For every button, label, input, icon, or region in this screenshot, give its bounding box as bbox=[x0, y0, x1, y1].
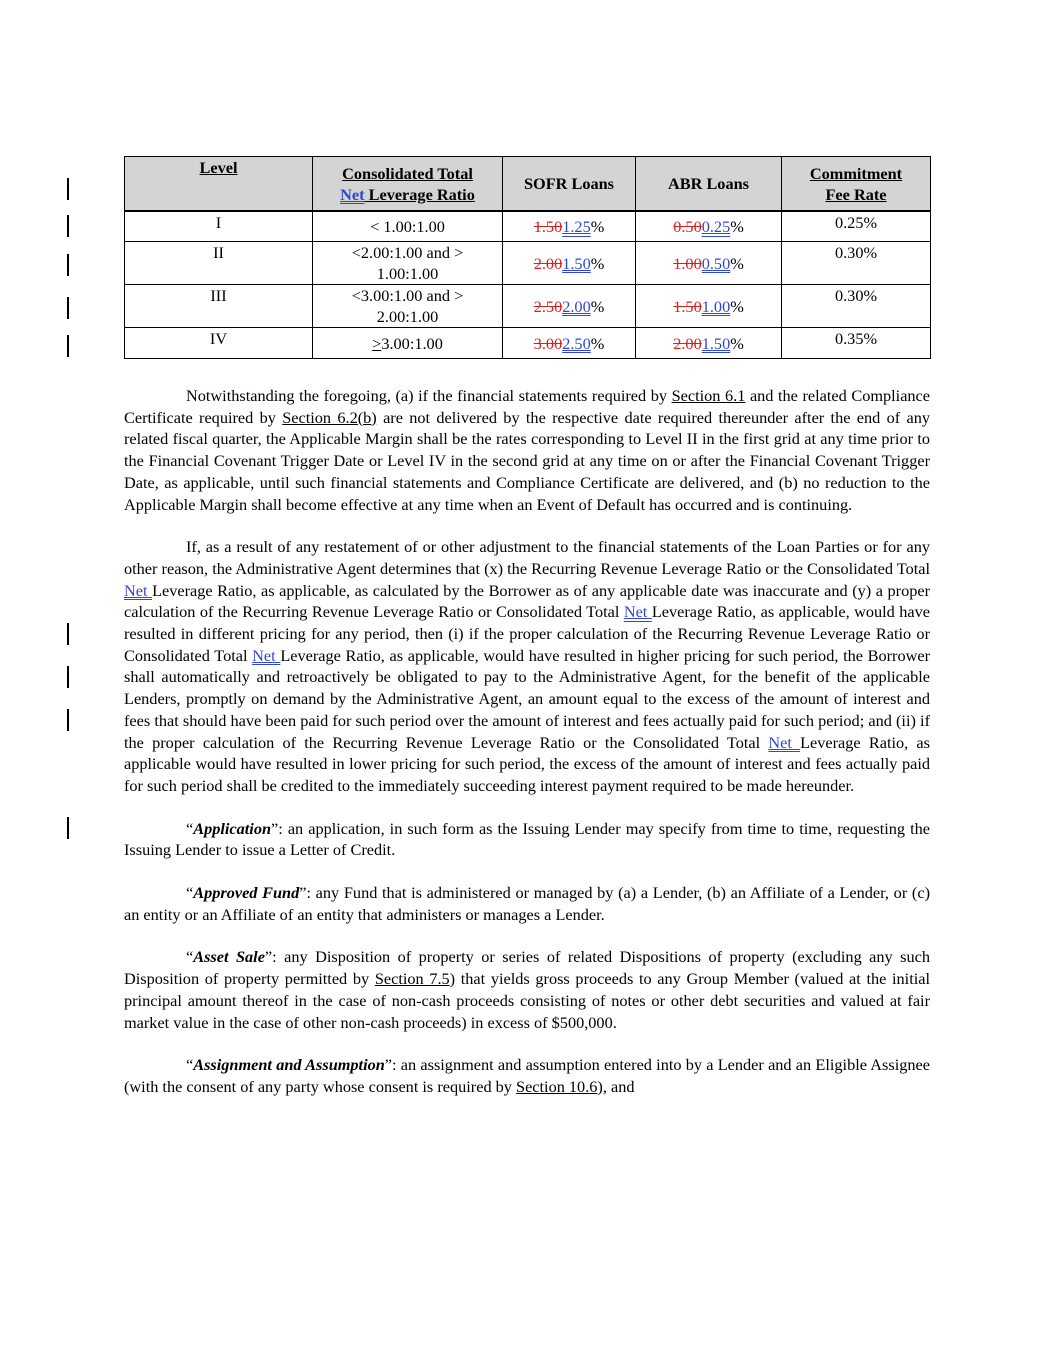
change-bar bbox=[67, 178, 69, 200]
cell-ratio: <2.00:1.00 and > 1.00:1.00 bbox=[313, 242, 503, 285]
paragraph-notwithstanding: Notwithstanding the foregoing, (a) if the financial statements required by Section 6.1 and the related Compliance Certificate required by Section 6.2(b) are not delivered by the respective date required thereunder after the end of any related fiscal quarter, the Applicable Margin shall be the rates corresponding to Level II in the first grid at any time prior to the Financial Covenant Trigger Date or Level IV in the second grid at any time on or after the Financial Covenant Trigger Date, as applicable, until such financial statements and Compliance Certificate are delivered, and (b) no reduction to the Applicable Margin shall become effective at any time when an Event of Default has occurred and is continuing. bbox=[124, 386, 931, 514]
cell-ratio: >3.00:1.00 bbox=[313, 328, 503, 359]
cell-abr: 1.501.00% bbox=[636, 285, 782, 328]
deleted-text: 0.50 bbox=[673, 217, 702, 236]
table-header-row bbox=[125, 157, 931, 212]
cell-level: III bbox=[125, 285, 313, 328]
deleted-text: 2.50 bbox=[533, 296, 563, 316]
pricing-grid-table bbox=[124, 156, 931, 359]
inserted-text: Net bbox=[252, 645, 281, 665]
defined-term: Application bbox=[193, 818, 272, 838]
change-bar bbox=[67, 335, 69, 357]
table-row bbox=[125, 211, 931, 242]
deleted-text: 1.00 bbox=[673, 253, 702, 273]
cell-sofr: 2.001.50% bbox=[503, 242, 636, 285]
cell-abr: 0.500.25% bbox=[636, 211, 782, 242]
cell-sofr: 1.501.25% bbox=[503, 211, 636, 242]
defined-term: Assignment and Assumption bbox=[193, 1055, 385, 1075]
deleted-text: 1.50 bbox=[533, 217, 563, 236]
document-page bbox=[124, 156, 930, 1098]
cell-level: IV bbox=[125, 328, 313, 359]
section-reference[interactable]: Section 6.2(b) bbox=[282, 407, 377, 427]
change-bar bbox=[67, 623, 69, 645]
cell-level: I bbox=[125, 211, 313, 242]
deleted-text: 2.00 bbox=[673, 333, 702, 353]
inserted-text: 1.50 bbox=[701, 333, 731, 353]
cell-sofr: 3.002.50% bbox=[503, 328, 636, 359]
cell-sofr: 2.502.00% bbox=[503, 285, 636, 328]
inserted-text: 2.50 bbox=[562, 333, 591, 353]
definition-assignment-and-assumption: “Assignment and Assumption”: an assignment and assumption entered into by a Lender and an Eligible Assignee (with the consent of any party whose consent is required by Section 10.6), and bbox=[124, 1055, 930, 1096]
definition-application: “Application”: an application, in such form as the Issuing Lender may specify from time to time, requesting the Issuing Lender to issue a Letter of Credit. bbox=[124, 818, 930, 860]
header-level: Level bbox=[125, 157, 313, 212]
cell-ratio: < 1.00:1.00 bbox=[313, 211, 503, 242]
inserted-text: 0.50 bbox=[701, 253, 731, 273]
header-abr-loans: ABR Loans bbox=[636, 157, 782, 212]
change-bar bbox=[67, 817, 69, 839]
section-reference[interactable]: Section 6.1 bbox=[671, 386, 746, 405]
cell-fee: 0.30% bbox=[782, 285, 931, 328]
cell-ratio: <3.00:1.00 and > 2.00:1.00 bbox=[313, 285, 503, 328]
cell-level: II bbox=[125, 242, 313, 285]
cell-fee: 0.35% bbox=[782, 328, 931, 359]
inserted-text: 1.25 bbox=[562, 217, 591, 236]
header-commitment-fee: Commitment Fee Rate bbox=[782, 157, 931, 212]
change-bar bbox=[67, 254, 69, 276]
section-reference[interactable]: Section 10.6 bbox=[516, 1076, 598, 1096]
change-bar bbox=[67, 297, 69, 319]
change-bar bbox=[67, 215, 69, 237]
table-row bbox=[125, 285, 931, 328]
change-bar bbox=[67, 709, 69, 731]
inserted-text: Net bbox=[623, 602, 652, 622]
deleted-text: 2.00 bbox=[533, 253, 563, 273]
inserted-text: Net bbox=[124, 580, 153, 600]
change-bar bbox=[67, 666, 69, 688]
cell-abr: 2.001.50% bbox=[636, 328, 782, 359]
inserted-text: 1.00 bbox=[701, 296, 731, 316]
defined-term: Approved Fund bbox=[193, 883, 300, 903]
cell-abr: 1.000.50% bbox=[636, 242, 782, 285]
table-row bbox=[125, 328, 931, 359]
definition-asset-sale: “Asset Sale”: any Disposition of property or series of related Dispositions of property (excluding any such Disposition of property permitted by Section 7.5) that yields gross proceeds to any Group Member (valued at the initial principal amount thereof in the case of non-cash proceeds consisting of notes or other debt securities and valued at fair market value in the case of other non-cash proceeds) in excess of $500,000. bbox=[124, 947, 930, 1032]
inserted-text: 2.00 bbox=[562, 296, 591, 316]
defined-term: Asset Sale bbox=[193, 947, 265, 967]
deleted-text: 1.50 bbox=[673, 296, 702, 316]
inserted-text: Net bbox=[768, 732, 801, 752]
inserted-text: Net bbox=[340, 184, 365, 204]
deleted-text: 3.00 bbox=[533, 333, 563, 353]
cell-fee: 0.30% bbox=[782, 242, 931, 285]
cell-fee: 0.25% bbox=[782, 211, 931, 242]
paragraph-restatement: If, as a result of any restatement of or other adjustment to the financial statements of the Loan Parties or for any other reason, the Administrative Agent determines that (x) the Recurring Revenue Leverage Ratio or the Consolidated Total Net Leverage Ratio, as applicable, as calculated by the Borrower as of any applicable date was inaccurate and (y) a proper calculation of the Recurring Revenue Leverage Ratio or Consolidated Total Net Leverage Ratio, as applicable, would have resulted in different pricing for any period, then (i) if the proper calculation of the Recurring Revenue Leverage Ratio or Consolidated Total Net Leverage Ratio, as applicable, would have resulted in higher pricing for such period, the Borrower shall automatically and retroactively be obligated to pay to the Administrative Agent, for the benefit of the applicable Lenders, promptly on demand by the Administrative Agent, an amount equal to the excess of the amount of interest and fees that should have been paid for such period over the amount of interest and fees actually paid for such period; and (ii) if the proper calculation of the Recurring Revenue Leverage Ratio or the Consolidated Total Net Leverage Ratio, as applicable would have resulted in lower pricing for such period, the excess of the amount of interest and fees actually paid for such period shall be credited to the immediately succeeding interest payment required to be made hereunder. bbox=[124, 537, 931, 795]
table-row bbox=[125, 242, 931, 285]
inserted-text: 0.25 bbox=[701, 217, 731, 236]
header-sofr-loans: SOFR Loans bbox=[503, 157, 636, 212]
definition-approved-fund: “Approved Fund”: any Fund that is administered or managed by (a) a Lender, (b) an Affiliate of a Lender, or (c) an entity or an Affiliate of an entity that administers or manages a Lender. bbox=[124, 883, 930, 924]
header-leverage-ratio: Consolidated Total Net Leverage Ratio bbox=[313, 157, 503, 212]
inserted-text: 1.50 bbox=[562, 253, 591, 273]
section-reference[interactable]: Section 7.5 bbox=[374, 969, 450, 989]
